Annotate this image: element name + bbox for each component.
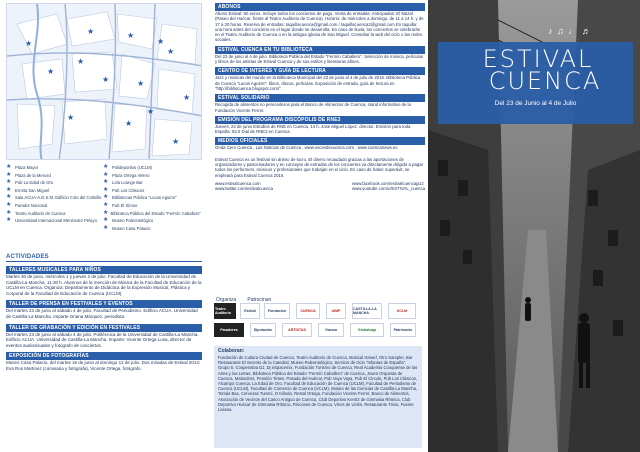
legend-item-label: Plaza de la Merced — [15, 172, 51, 178]
star-icon: ★ — [103, 209, 109, 216]
logo-clm: CASTILLA-LA MANCHA — [352, 303, 382, 319]
info-heading: ESTIVAL SOLIDARIO — [215, 94, 425, 102]
music-notes-icon: ♪ ♫ ♩ ♬ — [548, 26, 592, 36]
svg-text:★: ★ — [157, 37, 165, 46]
info-block — [215, 46, 425, 65]
info-block — [215, 137, 425, 150]
activity-heading: EXPOSICIÓN DE FOTOGRAFÍAS — [6, 352, 202, 360]
svg-text:★: ★ — [125, 119, 133, 128]
link-twitter[interactable]: www.twitter.com/estivalcuenca — [215, 186, 274, 192]
logo-estival: Estival — [240, 303, 260, 319]
legend-left-column — [6, 164, 104, 225]
left-panel — [0, 0, 205, 452]
star-icon: ★ — [103, 186, 109, 193]
legend-item — [6, 217, 104, 225]
info-block — [215, 67, 425, 91]
legend-item-label: Sala ACUA-A.D.S.M. Edificio Colo del Colmillo — [15, 195, 102, 201]
legend-item — [6, 202, 104, 210]
svg-text:★: ★ — [147, 107, 155, 116]
star-icon: ★ — [6, 194, 12, 201]
activity-heading: TALLER DE PRENSA EN FESTIVALES Y EVENTOS — [6, 300, 202, 308]
city-map — [6, 3, 202, 160]
logo-diputacion: Diputación — [250, 323, 276, 337]
legend-item — [6, 210, 104, 218]
info-heading: ABONOS — [215, 3, 425, 11]
legend-item — [6, 187, 104, 195]
legend-item — [103, 217, 201, 225]
activities-section — [6, 254, 202, 372]
svg-text:★: ★ — [77, 57, 85, 66]
svg-text:★: ★ — [47, 67, 55, 76]
svg-text:★: ★ — [172, 137, 180, 146]
legend-item-label: Teatro Auditorio de Cuenca — [15, 210, 66, 216]
legend-item-label: Ermita San Miguel — [15, 187, 50, 193]
info-block — [215, 94, 425, 113]
logo-patrimonio: Patrimonio — [390, 323, 416, 337]
star-icon: ★ — [6, 201, 12, 208]
activity-heading: TALLER DE GRABACIÓN Y EDICIÓN EN FESTIVALES — [6, 324, 202, 332]
star-icon: ★ — [103, 164, 109, 170]
legend-item — [103, 194, 201, 202]
activity-text: Museo Casa Palacio, del martes 16 de junio al domingo 12 de julio. Dos miradas de Estival 2014: Eva Rus Martínez (comisaria y fotógrafa), Vicente Ortega, fotógrafo. — [6, 360, 201, 371]
legend-right-column — [103, 164, 201, 232]
logo-uclm: UCLM — [388, 303, 416, 319]
svg-text:★: ★ — [87, 27, 95, 36]
activity-text: Del martes 23 de junio al sábado 4 de julio. Politécnica de la Universidad de Castilla-La Mancha. Edificio ACUA. Universidad de Castilla-La Mancha. Imparte: Vicente Ortega Losa, director de eventos audiovisuales y fotógrafo de conciertos. — [6, 331, 199, 348]
legend-item-label: Bibliotecas Pública "Lucas Aguirre" — [112, 195, 177, 201]
star-icon: ★ — [6, 179, 12, 186]
star-icon: ★ — [6, 171, 12, 178]
link-youtube[interactable]: www.youtube.com/c/ESTIVAL_cuenca — [351, 186, 425, 192]
logo-vianna: Vianna — [318, 323, 344, 337]
info-text: Abono Estival: 60 euros. Incluye todos los conciertos de pago. Venta de entradas: Anticipadas: El Mazal (Paseo del Huécar, frente al Teatro Auditorio de Cuenca). Horario: de miércoles a domingo, de 11 a 14 h. y de 17 a 20 horas. Reserva de entradas: taquillacuenca@gmail.com / taquillacuenca2@gmail.com En taquilla: una hora antes del concierto en el lugar donde se desarrolla. En caso de lluvia, los conciertos se celebrarán en el Teatro Auditorio de Cuenca o en la antigua iglesia de San Miguel. Consultar la web del ciclo o las redes sociales. — [215, 11, 424, 43]
link-facebook[interactable]: www.facebook.com/estivalcuencajazz — [351, 180, 424, 186]
organiza-label: Organiza — [216, 297, 237, 303]
info-heading: EMISIÓN DEL PROGRAMA DISCÓPOLIS DE RNE3 — [215, 116, 425, 124]
legend-item-label: Lola Lounge Bar — [112, 180, 143, 186]
legend-item-label: Plaza Ortega Velero — [112, 172, 150, 178]
cover-title — [443, 45, 633, 95]
activity-heading: TALLERES MUSICALES PARA NIÑOS — [6, 266, 202, 274]
cover-title-line-1: ESTIVAL — [482, 45, 594, 73]
activity-text: Martes 30 de junio, miércoles 1 y jueves 2 de julio. Facultad de Educación de la Universidad de Castilla-La Mancha, 11:30 h. Alumnos de la mención de Música de la Facultad de Educación de la UCLM en Cuenca. Organiza: Departamento de Didáctica de la Expresión Musical, Plástica y Corporal de la Facultad de Educación de Cuenca (UCLM). — [6, 274, 202, 296]
svg-text:★: ★ — [167, 47, 175, 56]
svg-text:★: ★ — [102, 75, 110, 84]
legend-item-label: Parador Nacional — [15, 202, 48, 208]
logo-paradores: Paradores — [214, 323, 244, 337]
star-icon: ★ — [103, 194, 109, 201]
logo-fundacion: Fundación — [264, 303, 290, 319]
legend-item-label: Polideportivo (UCLM) — [112, 165, 153, 170]
legend-item-label: Biblioteca Pública del Estado "Fermín Caballero" — [110, 210, 201, 216]
legend-item-label: Plaza Mayor — [15, 165, 39, 170]
logo-globalcaja: Globalcaja — [350, 323, 384, 337]
legend-item-label: Museo Paleontológico — [112, 218, 154, 224]
collaborators-text: Fundación de Cultura Ciudad de Cuenca, Teatro Auditorio de Cuenca, Musical Ismael, Otro Sampler, Bar Restaurante El Secreto de la Catedral, Museo Paleontológico, Servicio de Ocio "Infantas de España", Grupo 5, Cooperativa DJ, Dj eSpacemix, Fundación Turismo de Cuenca, Real Academia Conquense de las Artes y las Letras, Biblioteca Pública del Estado "Fermín Caballero" de Cuenca, Joven Orquesta de Cuenca, Malandros, Pensión Tintes, Posada del Huécar, Pub Vaya Vaya, Pub El Circulo, Pub Los Clásicos, Alcampo Cuenca, La Edad de Oro, Facultad de Educación de Cuenca (UCLM), Facultad de Periodismo de Cuenca (UCLM), Facultad de Comercio de Cuenca (UCLM), Museo de las Ciencias de Castilla-La Mancha, Tomás Bax, Cervezas Tummi, O Kilindo, Restal Ortega, Fundación Vicente Ferrer, Banco de Alimentos, Asociación de Vecinos del Casco Antiguo de Cuenca, Club Deportivo Ken02 de Gimnasia Rítmica, Club Deportivo Huécar de Gimnasia Rítmica, Rincones de Cuenca, Vinos de Uclés, Restaurante Trivio, Fuente Liviana. — [218, 355, 418, 413]
info-heading: MEDIOS OFICIALES — [215, 137, 425, 145]
logo-cuenca: CUENCA — [296, 303, 320, 319]
info-text: Jueves, 24 de junio Estudios de RNE en Cuenca, 14 h. José Miguel López, director. Emisión para toda España: 92.0 Dial de RNE3 en Cuenca. — [215, 123, 411, 135]
star-icon: ★ — [103, 179, 109, 186]
link-web[interactable]: www.estivalcuenca.com — [215, 180, 261, 186]
legend-item — [103, 210, 201, 218]
info-text: Recogida de alimentos no perecederos para el Banco de Alimentos de Cuenca, stand informativo de la Fundación Vicente Ferrer. — [215, 102, 411, 113]
legend-item — [103, 172, 201, 180]
logo-teatro: Teatro Auditorio — [214, 303, 236, 319]
star-icon: ★ — [103, 201, 109, 208]
info-text: Del 23 de junio al 4 de julio. Biblioteca Pública del Estado "Fermín Caballero". Selección de música, películas y libros de los artistas de Estival Cuenca y de sus estilos y literaturas afines. — [215, 53, 423, 65]
svg-text:★: ★ — [127, 31, 135, 40]
legend-item — [103, 164, 201, 172]
svg-text:★: ★ — [137, 79, 145, 88]
star-icon: ★ — [6, 209, 12, 216]
info-heading: ESTIVAL CUENCA EN TU BIBLIOTECA — [215, 46, 425, 54]
logo-uimp: UIMP — [326, 303, 346, 319]
patrocinan-label: Patrocinan — [247, 297, 272, 303]
svg-text:★: ★ — [25, 39, 33, 48]
map-legend — [6, 164, 202, 250]
star-icon: ★ — [103, 171, 109, 178]
star-icon: ★ — [6, 186, 12, 193]
activity-text: Del martes 23 de junio al sábado 4 de julio. Facultad de Periodismo. Edificio ACUA. Universidad de Castilla-La Mancha. Imparte Oriana Márquez, periodista. — [6, 308, 198, 319]
star-icon: ★ — [6, 164, 12, 170]
legend-item-label: Pub El Simoo — [112, 202, 138, 208]
logo-artistas: ARTISTAS — [282, 323, 312, 337]
legend-item-label: Pub Los Clásicos — [112, 187, 145, 193]
info-block — [215, 116, 425, 135]
svg-text:★: ★ — [183, 93, 191, 102]
legend-item — [103, 225, 201, 233]
collaborators-box — [214, 346, 422, 448]
cover-panel — [428, 0, 640, 452]
map-streets — [7, 4, 202, 160]
legend-item-label: Museo Casa Palacio — [112, 225, 151, 231]
legend-item — [103, 179, 201, 187]
legend-item — [103, 187, 201, 195]
cover-title-line-2: CUENCA — [488, 67, 602, 95]
info-text: Onda Cero Cuenca , Las Noticias de Cuenca , www.vocesdecuenca.com , www.cuencanews.es — [215, 145, 398, 151]
activities-title: ACTIVIDADES — [6, 254, 202, 262]
legend-item — [6, 164, 104, 172]
collaborators-heading: Colaboran: — [218, 348, 245, 354]
star-icon: ★ — [103, 217, 109, 224]
intro-text: Estival Cuenca es un festival sin ánimo de lucro. El dinero recaudado gracias a las aportaciones de organizadores y patrocinadores y en concepto de entradas de los conciertos va directamente dirigido a pagar todos los performers, músicos y profesionales que trabajan en el ciclo. En caso de haber superávit, se empleará para Estival Cuenca 2016. — [215, 156, 424, 178]
legend-item — [103, 202, 201, 210]
info-heading: CENTRO DE INTERÉS Y GUÍA DE LECTURA — [215, 67, 425, 75]
sponsor-logos — [214, 303, 418, 343]
svg-text:★: ★ — [67, 113, 75, 122]
legend-item — [6, 179, 104, 187]
legend-item — [6, 194, 104, 202]
legend-item — [6, 172, 104, 180]
star-icon: ★ — [6, 217, 12, 224]
cover-date: Del 23 de Junio al 4 de Julio — [494, 100, 577, 107]
star-icon: ★ — [103, 224, 109, 231]
web-links — [215, 181, 425, 192]
info-block — [215, 3, 425, 43]
legend-item-label: Pub La Edad de Oro — [15, 180, 54, 186]
legend-item-label: Universidad Internacional Menéndez Pelayo — [15, 218, 97, 224]
info-text: Jazz y músicas del mundo en la Biblioteca Municipal del 23 de junio al 4 de julio de 2015. Biblioteca Pública de Cuenca "Lucas Aguirre": libros, discos, películas. Exposición de entrada, guía de lectura en "http://bibliocuenca.blogspot.com/". — [215, 75, 421, 91]
